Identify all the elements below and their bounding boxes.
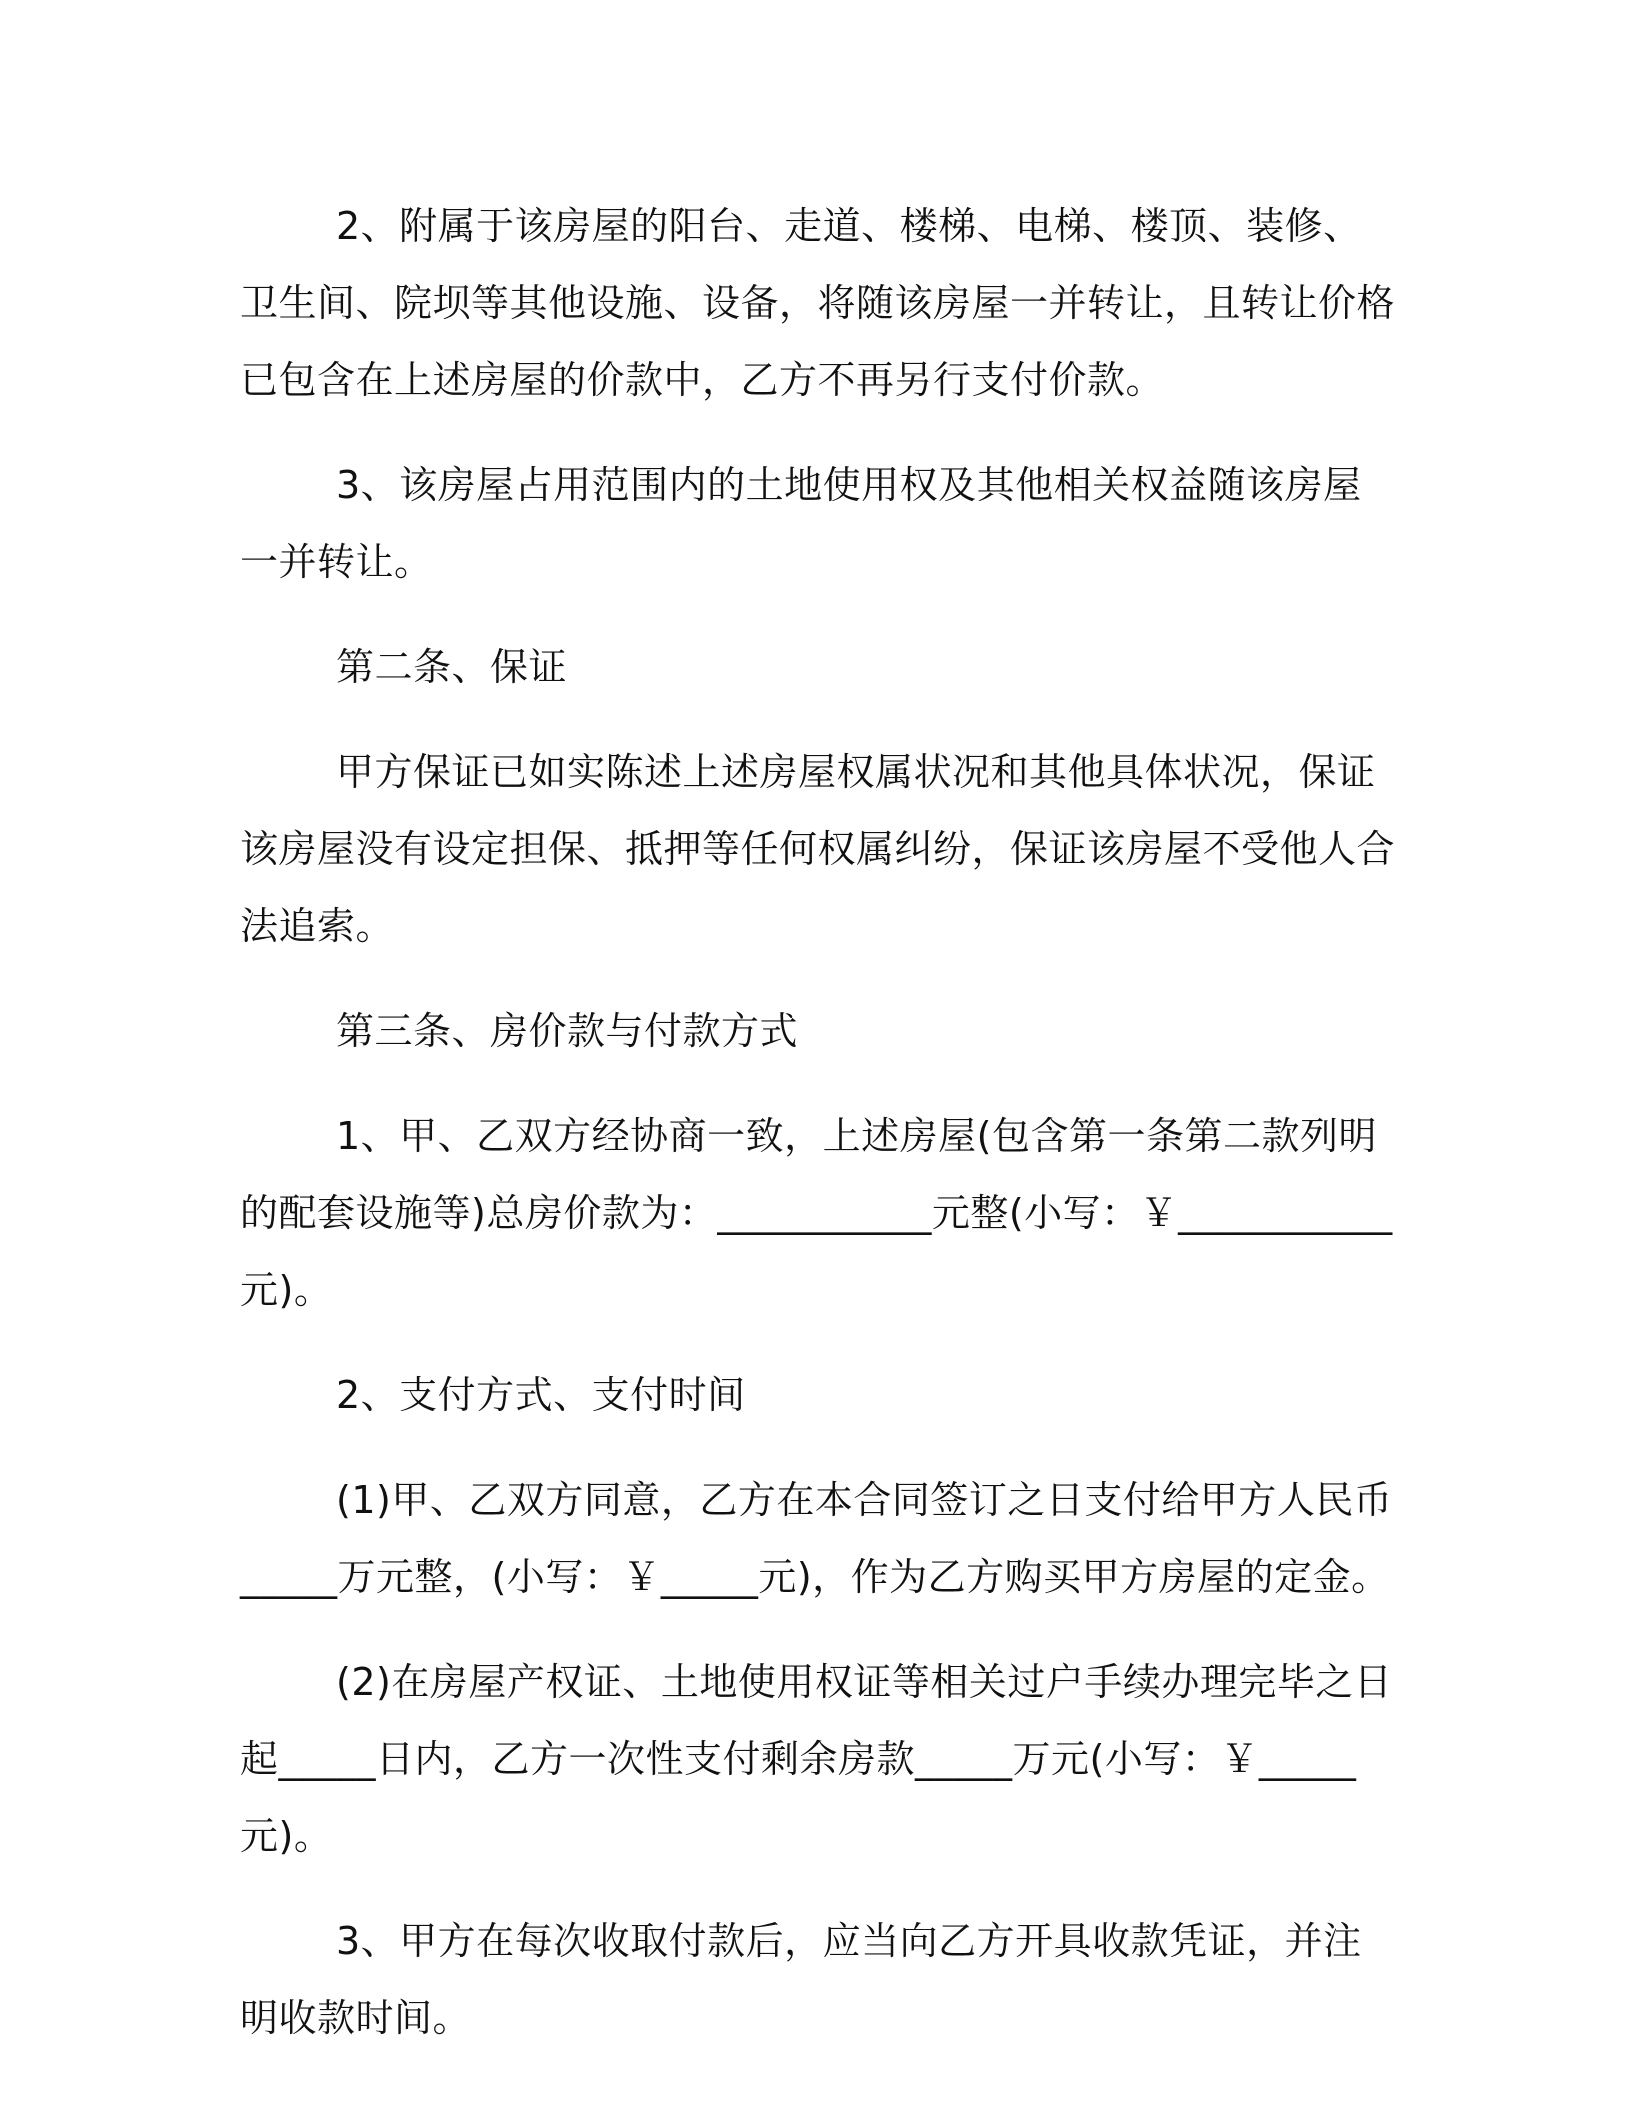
clause-3-item-1-price: 1、甲、乙双方经协商一致，上述房屋(包含第一条第二款列明的配套设施等)总房价款为：___________元整(小写：￥___________元)。 [240, 1114, 1393, 1312]
document-body [240, 188, 1400, 2085]
clause-1-item-2: 2、附属于该房屋的阳台、走道、楼梯、电梯、楼顶、装修、卫生间、院坝等其他设施、设备，将随该房屋一并转让，且转让价格已包含在上述房屋的价款中，乙方不再另行支付价款。 [240, 204, 1396, 402]
clause-3-balance: (2)在房屋产权证、土地使用权证等相关过户手续办理完毕之日起_____日内，乙方一次性支付剩余房款_____万元(小写：￥_____元)。 [240, 1660, 1393, 1858]
clause-3-item-3-receipt: 3、甲方在每次收取付款后，应当向乙方开具收款凭证，并注明收款时间。 [240, 1919, 1362, 2040]
clause-3-heading: 第三条、房价款与付款方式 [336, 1009, 799, 1053]
clause-2-guarantee: 甲方保证已如实陈述上述房屋权属状况和其他具体状况，保证该房屋没有设定担保、抵押等任何权属纠纷，保证该房屋不受他人合法追索。 [240, 750, 1396, 948]
clause-3-item-2-method: 2、支付方式、支付时间 [336, 1373, 746, 1417]
clause-2-heading: 第二条、保证 [336, 645, 568, 689]
clause-1-item-3: 3、该房屋占用范围内的土地使用权及其他相关权益随该房屋一并转让。 [240, 463, 1362, 584]
clause-3-deposit: (1)甲、乙双方同意，乙方在本合同签订之日支付给甲方人民币_____万元整，(小写：￥_____元)，作为乙方购买甲方房屋的定金。 [240, 1478, 1393, 1599]
